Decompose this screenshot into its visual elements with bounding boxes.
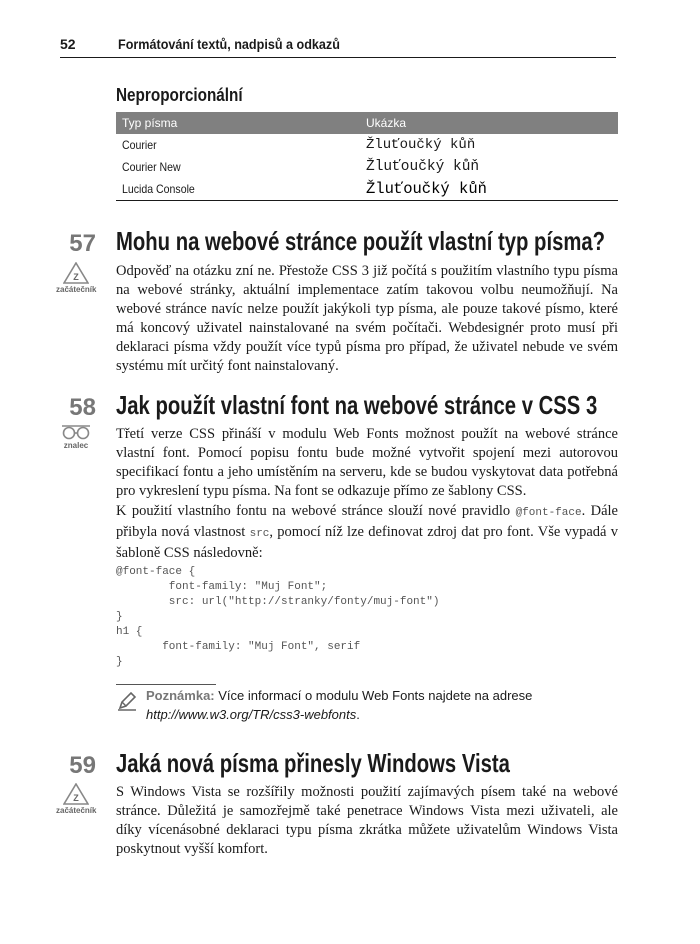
glasses-icon	[60, 424, 92, 440]
font-sample: Žluťoučký kůň	[366, 159, 480, 175]
beginner-badge	[56, 783, 96, 815]
badge-letter: Z	[73, 272, 79, 282]
table-row	[116, 156, 618, 178]
inline-code: @font-face	[515, 507, 582, 519]
question-number: 57	[69, 230, 96, 257]
warning-triangle-icon	[63, 783, 89, 805]
font-sample: Žluťoučký kůň	[366, 137, 476, 153]
beginner-badge	[56, 262, 96, 294]
expert-badge	[56, 424, 96, 450]
font-name: Courier New	[122, 160, 181, 174]
badge-letter: Z	[73, 793, 79, 803]
running-head: Formátování textů, nadpisů a odkazů	[118, 36, 340, 52]
header-rule	[60, 57, 616, 58]
note-text: Poznámka: Více informací o modulu Web Fonts najdete na adrese http://www.w3.org/TR/css3-webfonts.	[146, 688, 533, 722]
font-name: Courier	[122, 138, 157, 152]
question-number: 59	[69, 752, 96, 779]
note-icon	[116, 690, 138, 717]
badge-label: začátečník	[56, 806, 97, 815]
table-header-row	[116, 112, 618, 134]
table-row	[116, 134, 618, 156]
question-number: 58	[69, 394, 96, 421]
note-label: Poznámka:	[146, 688, 215, 703]
paragraph: Odpověď na otázku zní ne. Přestože CSS 3 již počítá s použitím vlastního typu písma na webové stránky, aktuální implementace zatím takovou volbu neumožňují. Na webové stránce navíc nelze použít jakýkoli typ písma, ale pouze takové písmo, které má koncový uživatel nainstalované na svém počítači. Webdesignér proto musí při deklaraci písma vždy použít více typů písma pro případ, že uživatel nebude ve svém systému mít určitý font nainstalovaný.	[116, 263, 618, 374]
section-title: Neproporcionální	[116, 85, 243, 105]
font-name: Lucida Console	[122, 182, 195, 196]
note-url: http://www.w3.org/TR/css3-webfonts	[146, 707, 357, 722]
column-header: Ukázka	[360, 112, 618, 134]
warning-triangle-icon	[63, 262, 89, 284]
badge-label: začátečník	[56, 285, 97, 294]
paragraph: Třetí verze CSS přináší v modulu Web Fonts možnost použít na webové stránce vlastní font. Pomocí popisu fontu bude možné vytvořit spojení mezi autorovou specifikací fontu a jeho umístěním na serveru, kde se budou vyskytovat data potřebná pro vykreslení typu písma. Na font se odkazuje přímo ze šablony CSS.	[116, 426, 618, 499]
question-title: Jak použít vlastní font na webové stránce v CSS 3	[116, 390, 598, 420]
page-number: 52	[60, 36, 76, 52]
badge-label: znalec	[63, 441, 89, 450]
font-table	[116, 112, 618, 201]
table-row	[116, 178, 618, 201]
question-title: Mohu na webové stránce použít vlastní typ písma?	[116, 226, 606, 256]
note-rule	[116, 684, 216, 685]
column-header: Typ písma	[116, 112, 360, 134]
question-title: Jaká nová písma přinesly Windows Vista	[116, 748, 510, 778]
paragraph: S Windows Vista se rozšířily možnosti použití zajímavých písem také na webové stránce. Důležitá je samozřejmě také penetrace Windows Vista mezi uživateli, ale díky vícenásobné deklaraci typu písma zkrátka můžete uživatelům Windows Vista poskytnout vyšší komfort.	[116, 784, 618, 857]
paragraph: K použití vlastního fontu na webové stránce slouží nové pravidlo @font-face. Dále přibyla nová vlastnost src, pomocí níž lze definovat zdroj dat pro font. Vše vypadá v šabloně CSS následovně:	[116, 503, 618, 561]
code-block: @font-face { font-family: "Muj Font"; src: url("http://stranky/fonty/muj-font") } h1 { font-family: "Muj Font", serif }	[116, 566, 440, 668]
font-sample: Žluťoučký kůň	[360, 178, 618, 201]
inline-code: src	[249, 528, 270, 540]
